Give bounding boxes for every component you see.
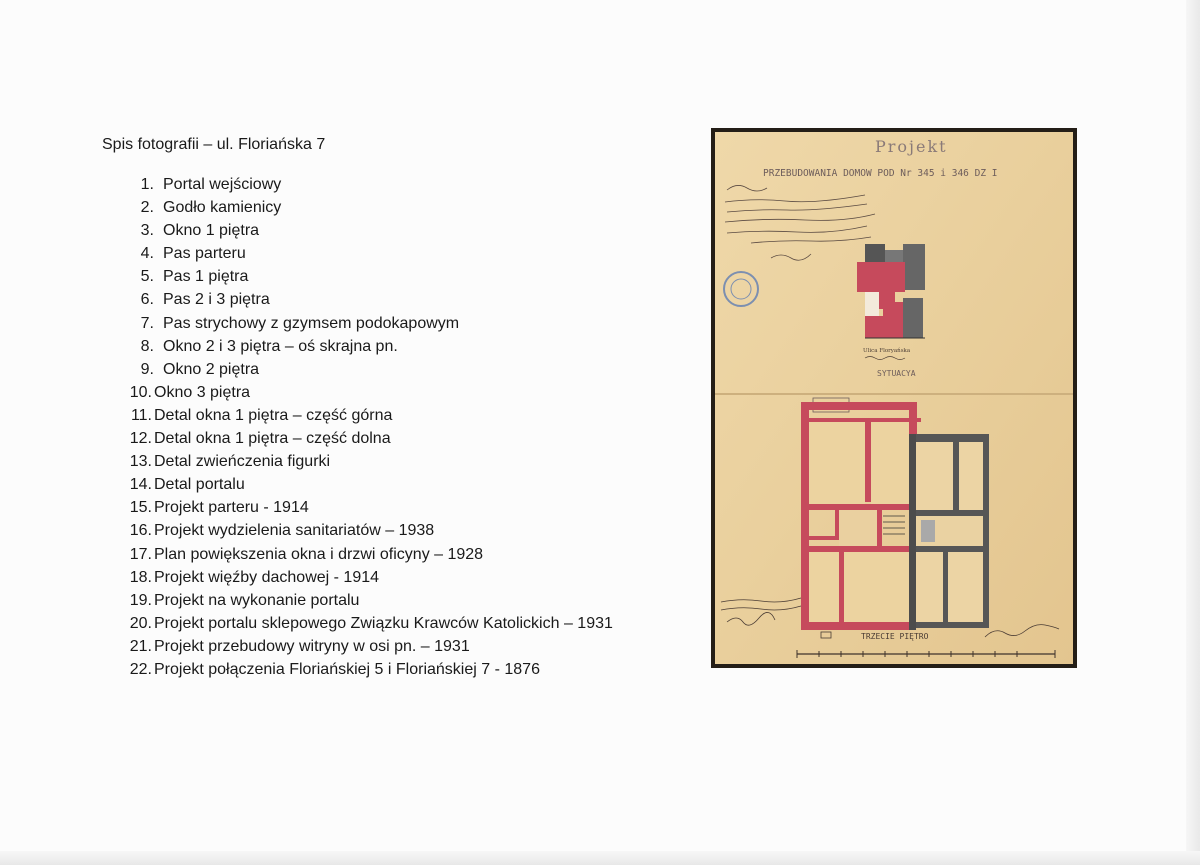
item-label: Okno 2 piętra (163, 360, 260, 378)
drawing-heading: Projekt (875, 137, 948, 156)
list-item (118, 519, 613, 542)
page-edge-bottom (0, 851, 1200, 865)
item-label: Projekt wydzielenia sanitariatów – 1938 (154, 522, 435, 540)
item-label: Projekt więźby dachowej - 1914 (154, 568, 380, 586)
list-item (118, 543, 613, 566)
list-item (118, 312, 613, 335)
item-number: 1. (140, 176, 154, 193)
list-item (118, 381, 613, 404)
item-label: Projekt połączenia Floriańskiej 5 i Floriańskiej 7 - 1876 (154, 660, 540, 678)
list-item (118, 265, 613, 288)
list-item (118, 496, 613, 519)
item-label: Detal okna 1 piętra – część górna (154, 406, 393, 424)
item-number: 2. (140, 199, 154, 217)
list-item (118, 635, 613, 658)
item-number: 13. (129, 453, 152, 471)
list-item (118, 358, 613, 381)
list-item (118, 589, 613, 612)
list-item (118, 473, 613, 496)
item-number: 14. (129, 476, 152, 494)
item-number: 15. (129, 499, 152, 517)
item-label: Godło kamienicy (163, 199, 282, 217)
item-label: Pas 2 i 3 piętra (163, 291, 270, 309)
item-number: 10. (129, 383, 152, 401)
item-number: 20. (129, 614, 152, 632)
list-item (118, 173, 613, 196)
item-number: 6. (140, 291, 154, 309)
list-item (118, 566, 613, 589)
site-caption: SYTUACYA (877, 369, 916, 378)
item-label: Detal zwieńczenia figurki (154, 453, 331, 471)
item-label: Detal portalu (154, 476, 245, 494)
list-item (118, 612, 613, 635)
item-number: 9. (140, 360, 154, 378)
drawing-subheading: PRZEBUDOWANIA DOMOW POD Nr 345 i 346 DZ I (763, 168, 998, 179)
item-label: Projekt parteru - 1914 (154, 499, 309, 517)
item-number: 19. (129, 591, 152, 609)
item-number: 21. (129, 637, 152, 655)
item-label: Detal okna 1 piętra – część dolna (154, 430, 391, 448)
item-label: Projekt przebudowy witryny w osi pn. – 1931 (154, 637, 470, 655)
item-number: 17. (129, 545, 152, 563)
list-item (118, 196, 613, 219)
item-number: 8. (140, 337, 154, 355)
list-item (118, 335, 613, 358)
item-number: 11. (130, 406, 152, 424)
list-item (118, 219, 613, 242)
item-label: Portal wejściowy (163, 176, 282, 193)
page-edge-right (1186, 0, 1200, 865)
list-item (118, 427, 613, 450)
list-item (118, 404, 613, 427)
item-label: Plan powiększenia okna i drzwi oficyny – 1928 (154, 545, 484, 563)
list-item (118, 450, 613, 473)
street-label: Ulica Floryańska (863, 348, 911, 354)
item-number: 3. (140, 222, 154, 240)
photo-list (118, 173, 613, 681)
item-label: Okno 3 piętra (154, 383, 251, 401)
archival-drawing-photo (711, 128, 1077, 668)
item-label: Pas 1 piętra (163, 268, 249, 286)
item-number: 18. (129, 568, 152, 586)
list-item (118, 242, 613, 265)
document-title: Spis fotografii – ul. Floriańska 7 (102, 136, 326, 153)
item-number: 5. (140, 268, 154, 286)
item-number: 4. (140, 245, 154, 263)
item-label: Projekt portalu sklepowego Związku Krawców Katolickich – 1931 (154, 614, 613, 632)
item-number: 7. (140, 314, 154, 332)
floor-caption: TRZECIE PIĘTRO (861, 632, 929, 641)
item-label: Okno 2 i 3 piętra – oś skrajna pn. (163, 337, 398, 355)
list-item (118, 288, 613, 311)
floor-plan-drawing (715, 132, 1073, 664)
item-number: 12. (129, 430, 152, 448)
item-label: Projekt na wykonanie portalu (154, 591, 360, 609)
item-label: Pas strychowy z gzymsem podokapowym (163, 314, 460, 332)
item-number: 22. (129, 660, 152, 678)
item-number: 16. (129, 522, 152, 540)
item-label: Pas parteru (163, 245, 246, 263)
item-label: Okno 1 piętra (163, 222, 260, 240)
list-item (118, 658, 613, 681)
